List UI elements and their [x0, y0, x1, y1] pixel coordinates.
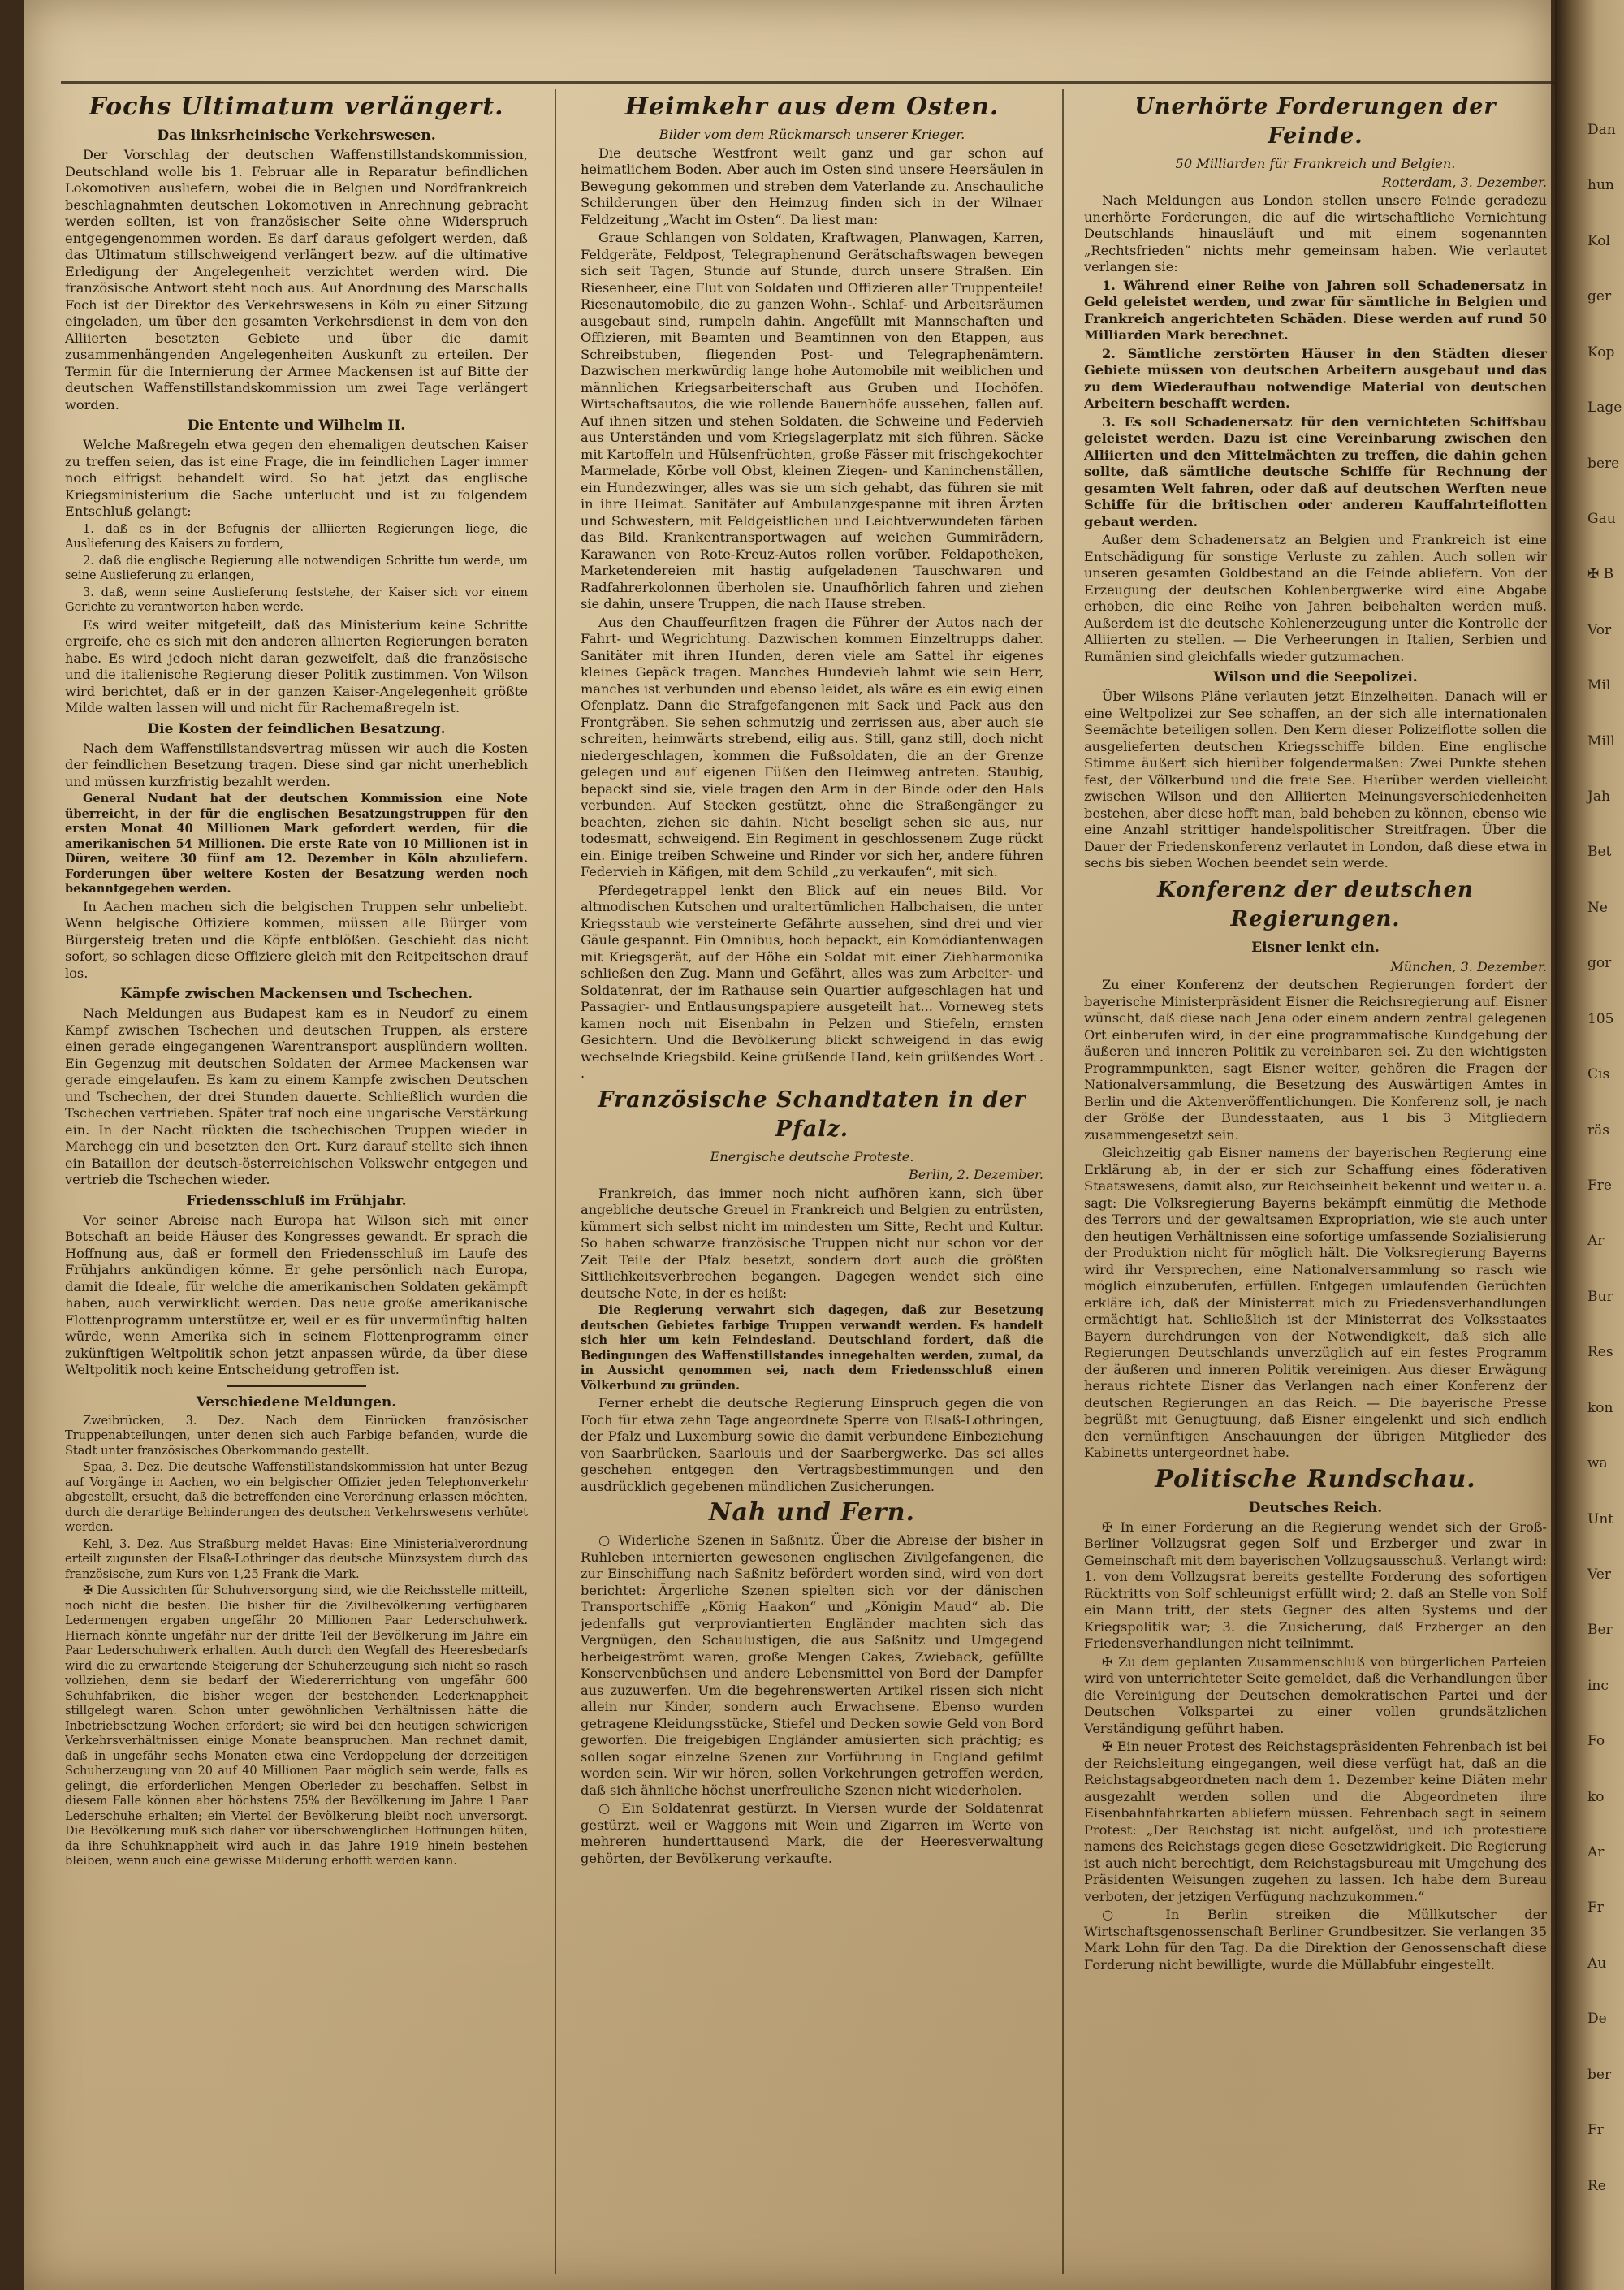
edge-text-fragment: Unt [1587, 1510, 1614, 1527]
subhead-kaempfe: Kämpfe zwischen Mackensen und Tschechen. [119, 986, 473, 1002]
edge-text-fragment: Mill [1587, 732, 1615, 750]
edge-text-fragment: Re [1587, 2177, 1606, 2194]
edge-text-fragment: räs [1587, 1121, 1609, 1139]
column-2 [581, 89, 1043, 2266]
paragraph: General Nudant hat der deutschen Kommission eine Note überreicht, in der für die englischen Besatzungstruppen für den ersten Monat 40 Millionen Mark gefordert werden, für die amerikanischen 54 Millionen. Die erste Rate von 10 Millionen ist in Düren, weitere 30 fünf am 12. Dezember in Köln abzuliefern. Forderungen über weitere Kosten der Besatzung werden noch bekanntgegeben werden. [65, 792, 528, 896]
edge-text-fragment: wa [1587, 1455, 1608, 1472]
top-rule [61, 81, 1571, 84]
paragraph: Die deutsche Westfront weilt ganz und gar schon auf heimatlichem Boden. Aber auch im Osten sind unsere Heersäulen in Bewegung gekommen und streben dem Vaterlande zu. Anschauliche Schilderungen über den Heimzug finden sich in der Wilnaer Feldzeitung „Wacht im Osten“. Da liest man: [581, 145, 1043, 227]
edge-text-fragment: Gau [1587, 510, 1616, 527]
edge-text-fragment: Bur [1587, 1288, 1613, 1305]
edge-text-fragment: Res [1587, 1344, 1613, 1361]
paragraph: Nach Meldungen aus London stellen unsere Feinde geradezu unerhörte Forderungen, die auf die wirtschaftliche Vernichtung Deutschlands hinausläuft und mit einem sogenannten „Rechtsfrieden“ nichts mehr gemeinsam haben. Wie verlautet verlangen sie: [1084, 192, 1547, 274]
paragraph: ✠ In einer Forderung an die Regierung wendet sich der Groß-Berliner Vollzugsrat gegen Solf und Erzberger und zwar in Gemeinschaft mit dem bayerischen Vollzugsausschuß. Verlangt wird: 1. von dem Vollzugsrat bereits gestellte Forderung des sofortigen Rücktritts von Solf schleunigst erfüllt wird; 2. daß an Stelle von Solf ein Mann tritt, der stets Gegner des alten Systems und der Kriegspolitik war; 3. die Zusicherung, daß Erzberger an den Friedensverhandlungen nicht teilnimmt. [1084, 1519, 1547, 1651]
section-title-rundschau: Politische Rundschau. [1155, 1464, 1476, 1493]
edge-text-fragment: Ne [1587, 899, 1608, 916]
paragraph: Nach Meldungen aus Budapest kam es in Neudorf zu einem Kampf zwischen Tschechen und deutschen Truppen, als erstere einen gerade eingegangenen Warentransport ausplündern wollten. Ein Gegenzug mit deutschen Soldaten der Armee Mackensen war gerade eingelaufen. Es kam zu einem Kampfe zwischen Deutschen und Tschechen, der drei Stunden dauerte. Schließlich wurden die Tschechen vertrieben. Später traf noch eine ungarische Verstärkung ein. In der Nacht rückten die tschechischen Truppen wieder in Marchegg ein und besetzten den Ort. Kurz darauf stellte sich ihnen ein Bataillon der deutsch-österreichischen Volkswehr entgegen und vertrieb die Tschechen wieder. [65, 1005, 528, 1187]
paragraph: Aus den Chauffeurfitzen fragen die Führer der Autos nach der Fahrt- und Wegrichtung. Dazwischen kommen Einzeltrupps daher. Sanitäter mit ihren Hunden, deren viele am Sattel ihr eigenes kleines Gepäck tragen. Manches Hundevieh lahmt wie sein Herr, manches ist verbunden und ebenso leidet, als wäre es ein ewig einen Ofenplatz. Dann die Strafgefangenen mit Sack und Pack aus den Frontgräben. Sie sehen schmutzig und zerrissen aus, aber auch sie schreiten, heimwärts strebend, eilig aus. Still, ganz still, doch nicht niedergeschlagen, kommen die Fußsoldaten, die an der Grenze gelegen und auf eigenen Füßen den Heimweg antreten. Staubig, bepackt sind sie, viele tragen den Arm in der Binde oder den Hals verbunden. Auf Stecken gestützt, ohne die Straßengänger zu beachten, ziehen sie dahin. Nicht beseligt sehen sie aus, nur todesmatt, schweigend. Ein Regiment in geschlossenem Zuge rückt ein. Einige treiben Schweine und Rinder vor sich her, andere führen Federvieh in Käfigen, mit dem Schild „zu verkaufen“, mit sich. [581, 614, 1043, 879]
paragraph: ○ In Berlin streiken die Müllkutscher der Wirtschaftsgenossenschaft Berliner Grundbesitzer. Sie verlangen 35 Mark Lohn für den Tag. Da die Direktion der Genossenschaft diese Forderung nicht bewilligte, wurde die Müllabfuhr eingestellt. [1084, 1907, 1547, 1972]
edge-text-fragment: bere [1587, 455, 1620, 472]
edge-text-fragment: ✠ B [1587, 566, 1614, 583]
dateline: München, 3. Dezember. [1390, 958, 1547, 974]
paragraph: Zu einer Konferenz der deutschen Regierungen fordert der bayerische Ministerpräsident Eisner die Reichsregierung auf. Eisner wünscht, daß diese nach Jena oder einem andern zentral gelegenen Ort einberufen wird, in der eine programmatische Kundgebung der äußeren und inneren Politik zu vereinbaren sei. Zu den wichtigsten Programmpunkten, sagt Eisner weiter, gehören die Fragen der Nationalversammlung, die Besetzung des Auswärtigen Amtes in Berlin und die Aktenveröffentlichungen. Die Konferenz soll, je nach der Größe der Bundesstaaten, aus 1 bis 3 Mitgliedern zusammengesetzt sein. [1084, 977, 1547, 1143]
subhead-seepolizei: Wilson und die Seepolizei. [1213, 669, 1418, 685]
article-title-pfalz: Französische Schandtaten in der Pfalz. [598, 1087, 1026, 1142]
paragraph: Graue Schlangen von Soldaten, Kraftwagen, Planwagen, Karren, Feldgeräte, Feldpost, Telegraphenund Gerätschaftswagen bewegen sich seit Tagen, Stunde auf Stunde, durch unsere Straßen. Ein Riesenheer, eine Flut von Soldaten und Offizieren aller Truppenteile! Riesenautomobile, die zu ganzen Wohn-, Schlaf- und Arbeitsräumen ausgebaut sind, rumpeln dahin. Angefüllt mit Mannschaften und Offizieren, mit Beamten und Beamtinnen von den Etappen, aus Schreibstuben, fliegenden Post- und Telegraphenämtern. Dazwischen merkwürdig lange hohe Automobile mit weiblichen und männlichen Kriegsarbeiterschaft aus Gruben und Hochöfen. Wirtschaftsautos, die wie rollende Bauernhöfe aussehen, fallen auf. Auf ihnen sitzen und stehen Soldaten, die Schweine und Federvieh aus Unterständen und vom Kriegslagerplatz mit sich führen. Säcke mit Kartoffeln und Hülsenfrüchten, große Fässer mit frischgekochter Marmelade, Körbe voll Obst, kleinen Ziegen- und Kaninchenställen, ein Hundezwinger, alles was sie um sich gehabt, das führen sie mit in ihre Heimat. Sanitäter auf Ambulanzgespanne mit ihren Ärzten und Schwestern, mit Feldgeistlichen und Leichtverwundeten färben das Bild. Krankentransportwagen auf weichen Gummirädern, Karawanen von Rote-Kreuz-Autos rollen vorüber. Feldapotheken, Marketendereien mit hastig aufgeladenen Tauschwaren und Radfahrerkolonnen überholen sie. Unaufhörlich fahren und ziehen sie dahin, unsere Truppen, die nach Hause streben. [581, 230, 1043, 611]
article-subtitle: Energische deutsche Proteste. [710, 1148, 914, 1164]
paragraph: Welche Maßregeln etwa gegen den ehemaligen deutschen Kaiser zu treffen seien, das ist eine Frage, die im feindlichen Lager immer noch eifrigst behandelt wird. So hat jetzt das englische Kriegsministerium die Sache unterlucht und ist zu folgendem Entschluß gelangt: [65, 437, 528, 519]
edge-text-fragment: 105 [1587, 1010, 1614, 1027]
paragraph: Es wird weiter mitgeteilt, daß das Ministerium keine Schritte ergreife, ehe es sich mit den anderen alliierten Regierungen beraten habe. Es wird jedoch nicht daran gezweifelt, daß die französische und die italienische Regierung dieser Politik zustimmen. Von Wilson wird berichtet, daß er in der ganzen Kaiser-Angelegenheit größte Milde walten lassen will und nicht für Rachemaßregeln ist. [65, 616, 528, 715]
edge-text-fragment: kon [1587, 1399, 1613, 1416]
paragraph: Pferdegetrappel lenkt den Blick auf ein neues Bild. Vor altmodischen Kutschen und uraltertümlichen Halbchaisen, die unter Kriegsstaub wie versteinerte Gefährte aussehen, sind drei und vier Gäule gespannt. Ein Omnibus, hoch bepackt, ein Komödiantenwagen mit Kriegsgerät, auf der Höhe ein Soldat mit einer Ziehharmonika schließen den Zug. Mann und Gefährt, alles was zum Arbeiter- und Soldatenrat, der im Rathause sein Quartier aufgeschlagen hat und Passagier- und Entlausungspapiere ausgeteilt hat... Vorneweg stets kamen noch mit Eisenbahn in Pelzen und Stiefeln, ernsten Gesichtern. Und die Bevölkerung blickt schweigend in das ewig wechselnde Kriegsbild. Keine grüßende Hand, kein grüßendes Wort . . [581, 882, 1043, 1081]
paragraph: Kehl, 3. Dez. Aus Straßburg meldet Havas: Eine Ministerialverordnung erteilt zugunsten der Elsaß-Lothringer das deutsche Münzsystem durch das französische, zum Kurs von 1,25 Frank die Mark. [65, 1537, 528, 1581]
paragraph: ✠ Zu dem geplanten Zusammenschluß von bürgerlichen Parteien wird von unterrichteter Seite gemeldet, daß die Verhandlungen über die Vereinigung der Deutschen demokratischen Partei und der Deutschen Volkspartei zu einer vollen grundsätzlichen Verständigung geführt haben. [1084, 1653, 1547, 1736]
paragraph: Spaa, 3. Dez. Die deutsche Waffenstillstandskommission hat unter Bezug auf Vorgänge in Aachen, wo ein belgischer Offizier jeden Telephonverkehr abgestellt, ersucht, daß die betreffenden eine Verordnung erlassen möchten, durch die derartige Behinderungen des deutschen Verkehrswesens verhütet werden. [65, 1461, 528, 1534]
edge-text-fragment: gor [1587, 955, 1612, 972]
edge-text-fragment: ger [1587, 288, 1612, 305]
column-rule-2 [1062, 89, 1064, 2274]
list-item: 2. daß die englische Regierung alle notwendigen Schritte tun werde, um seine Auslieferung zu erlangen, [65, 554, 528, 582]
paragraph: ✠ Ein neuer Protest des Reichstagspräsidenten Fehrenbach ist bei der Reichsleitung eingegangen, weil diese verfügt hat, daß an die Reichstagsabgeordneten nach dem 1. Dezember keine Diäten mehr ausgezahlt werden sollen und die Abgeordneten ihre Eisenbahnfahrkarten abliefern müssen. Fehrenbach sagt in seinem Protest: „Der Reichstag ist nicht aufgelöst, und ich protestiere namens des Reichstags gegen diese Gesetzwidrigkeit. Die Regierung ist auch nicht berechtigt, dem Reichstagsbureau mit Umgehung des Präsidenten Weisungen zugehen zu lassen. Ich habe dem Bureau verboten, der jetzigen Verfügung nachzukommen.“ [1084, 1739, 1547, 1904]
subhead-entente-wilhelm: Die Entente und Wilhelm II. [187, 417, 406, 434]
edge-text-fragment: Lage [1587, 400, 1622, 417]
paragraph: Der Vorschlag der deutschen Waffenstillstandskommission, Deutschland wolle bis 1. Februar alle in Reparatur befindlichen Lokomotiven ausliefern, wobei die in Belgien und Nordfrankreich beschlagnahmten deutschen Lokomotiven in Anrechnung gebracht werden sollten, ist von französischer Seite ohne Widerspruch entgegengenommen worden. Es darf daraus gefolgert werden, daß das Ultimatum stillschweigend verlängert bezw. auf die ultimative Erledigung der Angelegenheit verzichtet werden wird. Die französische Antwort steht noch aus. Auf Anordnung des Marschalls Foch ist der Direktor des Verkehrswesens in Köln zu einer Sitzung eingeladen, um über den gesamten Verkehrsdienst in dem von den Alliierten besetzten Gebiete und über die damit zusammenhängenden Angelegenheiten Auskunft zu erteilen. Der Termin für die Internierung der Armee Mackensen ist auf Bitte der deutschen Waffenstillstandskommission um zwei Tage verlängert worden. [65, 147, 528, 413]
paragraph: ○ Widerliche Szenen in Saßnitz. Über die Abreise der bisher in Ruhleben internierten gewesenen englischen Zivilgefangenen, die zur Einschiffung nach Saßnitz befördert worden sind, wird von dort berichtet: Ärgerliche Szenen spielten sich vor der dänischen Transportschiffe „König Haakon“ und „Königin Maud“ ab. Die jedenfalls gut verproviantierten Engländer machten sich das Vergnügen, den Schaulustigen, die aus Saßnitz und Umgegend herbeigeströmt waren, große Mengen Cakes, Zwieback, gefüllte Konservenbüchsen und andere Lebensmittel von Bord der Dampfer aus zuzuwerfen. Um die begehrenswerten Artikel rissen sich nicht allein nur Kinder, sondern auch Erwachsene. Ebenso wurden getragene Kleidungsstücke, Stiefel und Decken sowie Geld von Bord geworfen. Die freigebigen Engländer amüsierten sich prächtig; es sollen sogar einzelne Szenen zur Vorführung in England gefilmt worden sein. Wir wir hören, sollen Vorkehrungen getroffen werden, daß sich ähnliche höchst unerfreuliche Szenen nicht wiederholen. [581, 1532, 1043, 1798]
edge-text-fragment: Kol [1587, 232, 1610, 249]
subhead-kosten: Die Kosten der feindlichen Besatzung. [147, 720, 446, 737]
edge-text-fragment: De [1587, 2011, 1607, 2028]
paragraph: Zweibrücken, 3. Dez. Nach dem Einrücken französischer Truppenabteilungen, unter denen sich auch Farbige befanden, wurde die Stadt unter französisches Oberkommando gestellt. [65, 1414, 528, 1458]
edge-text-fragment: Dan [1587, 122, 1616, 138]
article-title-foch: Fochs Ultimatum verlängert. [89, 93, 504, 121]
paragraph: Nach dem Waffenstillstandsvertrag müssen wir auch die Kosten der feindlichen Besetzung tragen. Diese sind gar nicht unerheblich und müssen kurzfristig bezahlt werden. [65, 740, 528, 789]
column-3 [1084, 89, 1547, 2266]
edge-text-fragment: Fr [1587, 1899, 1604, 1916]
paragraph: Außer dem Schadenersatz an Belgien und Frankreich ist eine Entschädigung für sonstige Verluste zu zahlen. Auch sollen wir unseren gesamten Goldbestand an die Feinde abliefern. Von der Erzeugung der deutschen Kohlenbergwerke wird eine Abgabe erhoben, die eine Reihe von Jahren beibehalten werden muß. Außerdem ist die deutsche Kohlenerzeugung unter die Kontrolle der Alliierten zu stellen. — Die Verheerungen in Italien, Serbien und Rumänien sind gleichfalls wieder gutzumachen. [1084, 532, 1547, 664]
edge-text-fragment: hun [1587, 177, 1614, 194]
edge-text-fragment: ko [1587, 1788, 1605, 1805]
paragraph: ○ Ein Soldatenrat gestürzt. In Viersen wurde der Soldatenrat gestürzt, weil er Waggons mit Wein und Zigarren im Werte von mehreren hunderttausend Mark, die der Heeresverwaltung gehörten, der Bevölkerung verkaufte. [581, 1800, 1043, 1866]
edge-text-fragment: Fo [1587, 1733, 1605, 1750]
paragraph: Frankreich, das immer noch nicht aufhören kann, sich über angebliche deutsche Greuel in Frankreich und Belgien zu entrüsten, kümmert sich selbst nicht im mindesten um Sitte, Recht und Kultur. So haben schwarze französische Truppen nicht nur schon vor der Zeit Teile der Pfalz besetzt, sondern dort auch die größten Sittlichkeitsverbrechen begangen. Dagegen wendet sich eine deutsche Note, in der es heißt: [581, 1185, 1043, 1301]
edge-text-fragment: Fre [1587, 1177, 1612, 1194]
edge-text-fragment: Ver [1587, 1566, 1611, 1583]
article-title-konferenz: Konferenz der deutschen Regierungen. [1157, 877, 1474, 931]
list-item: 3. daß, wenn seine Auslieferung feststehe, der Kaiser sich vor einem Gerichte zu verantworten haben werde. [65, 585, 528, 614]
paragraph: Über Wilsons Pläne verlauten jetzt Einzelheiten. Danach will er eine Weltpolizei zur See schaffen, an der sich alle internationalen Seemächte beteiligen sollen. Den Kern dieser Polizeiflotte sollen die ausgelieferten deutschen Kriegsschiffe bilden. Eine englische Stimme äußert sich hierüber folgendermaßen: Zwei Punkte stehen fest, der Völkerbund und die freie See. Hierüber werden vielleicht zwischen Wilson und den Alliierten Meinungsverschiedenheiten bestehen, aber diese hofft man, bald beheben zu können, ebenso wie eine Anzahl strittiger handelspolitischer Streitfragen. Über die Dauer der Friedenskonferenz verlautet in London, daß diese etwa in sechs bis sieben Wochen beendet sein werde. [1084, 689, 1547, 871]
paragraph: Ferner erhebt die deutsche Regierung Einspruch gegen die von Foch für etwa zehn Tage angeordnete Sperre von Elsaß-Lothringen, der Pfalz und Luxemburg sowie die damit verbundene Einbeziehung von Saarbrücken, Saarlouis und der Saarbergwerke. Das sei alles geschehen entgegen den Vertragsbestimmungen und den ausdrücklich gegebenen mündlichen Zusicherungen. [581, 1395, 1043, 1494]
edge-text-fragment: Fr [1587, 2122, 1604, 2139]
dateline: Rotterdam, 3. Dezember. [1381, 174, 1547, 190]
edge-text-fragment: Ber [1587, 1622, 1613, 1639]
next-page-edge [1555, 0, 1624, 2290]
edge-text-fragment: Bet [1587, 844, 1612, 861]
column-1 [65, 89, 528, 2266]
edge-text-fragment: Ar [1587, 1844, 1605, 1861]
list-item: 3. Es soll Schadenersatz für den vernichteten Schiffsbau geleistet werden. Dazu ist eine Vereinbarung zwischen den Alliierten und den Mittelmächten zu treffen, die dahin gehen sollte, daß sämtliche deutsche Schiffe für Rechnung der gesamten Welt fahren, oder daß auf deutschen Werften neue Schiffe für die britischen oder anderen Kauffahrteiflotten gebaut werden. [1084, 413, 1547, 529]
dateline: Berlin, 2. Dezember. [909, 1167, 1043, 1182]
subhead-eisner: Eisner lenkt ein. [1251, 939, 1380, 956]
subhead-friedensschluss: Friedensschluß im Frühjahr. [186, 1192, 407, 1209]
subhead-deutsches-reich: Deutsches Reich. [1248, 1499, 1383, 1516]
subhead-verkehrswesen: Das linksrheinische Verkehrswesen. [157, 127, 436, 144]
edge-text-fragment: Jah [1587, 789, 1610, 806]
separator [227, 1385, 366, 1387]
edge-text-fragment: Au [1587, 1955, 1607, 1972]
article-title-heimkehr: Heimkehr aus dem Osten. [624, 93, 1000, 121]
paragraph: ✠ Die Aussichten für Schuhversorgung sind, wie die Reichsstelle mitteilt, noch nicht die besten. Die bisher für die Zivilbevölkerung verfügbaren Ledermengen ergaben ungefähr 20 Millionen Paar Lederschuhwerk. Hiernach könnte ungefähr nur der dritte Teil der Bevölkerung im Jahre ein Paar Lederschuhwerk erhalten. Auch durch den Wegfall des Heeresbedarfs wird die zu erwartende Steigerung der Schuherzeugung sich nicht so rasch vollziehen, denn sie bedarf der Wiedererrichtung von ungefähr 600 Schuhfabriken, die bisher wegen der bestehenden Lederknappheit stillgelegt waren. Schon unter gewöhnlichen Verhältnissen hätte die Inbetriebsetzung Wochen erfordert; sie wird bei den heutigen schwierigen Verkehrsverhältnissen einige Monate beanspruchen. Man rechnet damit, daß in ungefähr sechs Monaten etwa eine Verdoppelung der derzeitigen Schuherzeugung von 20 auf 40 Millionen Paar möglich sein werde, falls es gelingt, die erforderlichen Mengen Oberleder zu beschaffen. Selbst in diesem Falle können aber höchstens 75% der Bevölkerung im Jahre 1 Paar Lederschuhe erhalten; ein Viertel der Bevölkerung bleibt noch unversorgt. Die Bevölkerung muß sich daher vor überschwenglichen Hoffnungen hüten, da ihre Schuhknappheit wird auch in das Jahre 1919 hinein bestehen bleiben, wenn auch eine gewisse Milderung erhofft werden kann. [65, 1584, 528, 1868]
section-title-nah-fern: Nah und Fern. [709, 1498, 915, 1527]
article-subtitle: Bilder vom dem Rückmarsch unserer Krieger. [659, 127, 965, 142]
paragraph: Die Regierung verwahrt sich dagegen, daß zur Besetzung deutschen Gebietes farbige Truppen verwandt werden. Es handelt sich hier um kein Feindesland. Deutschland fordert, daß die Bedingungen des Waffenstillstandes innegehalten werden, zumal, da in Aussicht genommen sei, nach dem Friedensschluß einen Völkerbund zu gründen. [581, 1303, 1043, 1393]
paragraph: Vor seiner Abreise nach Europa hat Wilson sich mit einer Botschaft an beide Häuser des Kongresses gewandt. Er sprach die Hoffnung aus, daß er formell den Friedensschluß im Laufe des Frühjahrs ankündigen könne. Er gehe persönlich nach Europa, damit die Ideale, für welche die amerikanischen Soldaten gekämpft haben, auch verwirklicht werden. Das neue große amerikanische Flottenprogramm unterstütze er, weil er es für unvermünftig halten würde, wenn Amerika sich in seinem Flottenprogramm einer zukünftigen Weltpolitik schon jetzt anpassen würde, da über diese Weltpolitik noch keine Entscheidung getroffen ist. [65, 1212, 528, 1377]
column-rule-1 [555, 89, 556, 2274]
subhead-meldungen: Verschiedene Meldungen. [196, 1393, 397, 1411]
list-item: 1. Während einer Reihe von Jahren soll Schadenersatz in Geld geleistet werden, und zwar für sämtliche in Belgien und Frankreich angerichteten Schäden. Diese werden auf rund 50 Milliarden Mark berechnet. [1084, 277, 1547, 343]
article-subtitle: 50 Milliarden für Frankreich und Belgien. [1175, 156, 1456, 171]
paragraph: In Aachen machen sich die belgischen Truppen sehr unbeliebt. Wenn belgische Offiziere kommen, müssen alle Bürger vom Bürgersteig treten und die Köpfe entblößen. Geschieht das nicht sofort, so schlagen diese Offiziere gleich mit den Reitpeitschen drauf los. [65, 898, 528, 981]
edge-text-fragment: ber [1587, 2066, 1612, 2083]
article-title-forderungen: Unerhörte Forderungen der Feinde. [1134, 94, 1497, 149]
edge-text-fragment: Vor [1587, 621, 1612, 638]
edge-text-fragment: Mil [1587, 677, 1611, 694]
edge-text-fragment: inc [1587, 1677, 1609, 1694]
edge-text-fragment: Cis [1587, 1066, 1610, 1083]
edge-text-fragment: Ar [1587, 1233, 1605, 1250]
newspaper-page [24, 0, 1551, 2290]
paragraph: Gleichzeitig gab Eisner namens der bayerischen Regierung eine Erklärung ab, in der er sich zur Schaffung eines föderativen Staatswesens, damit also, zur Reichseinheit bekennt und weiter u. a. sagt: Die Volksregierung Bayerns bekämpft einmütig die Methode des Terrors und der gewaltsamen Expropriation, wie sie auch unter den heutigen Verhältnissen eine sofortige umfassende Sozialisierung der Produktion nicht für möglich hält. Die Volksregierung Bayerns wird ihr Versprechen, eine Nationalversammlung so rasch wie möglich einzuberufen, erfüllen. Entgegen umlaufenden Gerüchten erkläre ich, daß der Ministerrat mich zu Friedensverhandlungen ermächtigt hat. Schließlich ist der Ministerrat des Volksstaates Bayern durchdrungen von der Notwendigkeit, daß sich alle Regierungen Deutschlands unverzüglich auf ein festes Programm der äußeren und inneren Politik vereinigen. Aus dieser Erwägung heraus richtete Eisner das Verlangen nach einer Konferenz der deutschen Regierungen an das Reich. — Die bayerische Presse begrüßt mit Genugtuung, daß Eisner eingelenkt und sich endlich den vernünftigen Anschauungen der übrigen Mitglieder des Kabinetts untergeordnet habe. [1084, 1145, 1547, 1460]
list-item: 1. daß es in der Befugnis der alliierten Regierungen liege, die Auslieferung des Kaisers zu fordern, [65, 522, 528, 551]
list-item: 2. Sämtliche zerstörten Häuser in den Städten dieser Gebiete müssen von deutschen Arbeitern ausgebaut und das zu dem Wiederaufbau notwendige Material von deutschen Arbeitern beschafft werden. [1084, 345, 1547, 411]
edge-text-fragment: Kop [1587, 344, 1615, 361]
